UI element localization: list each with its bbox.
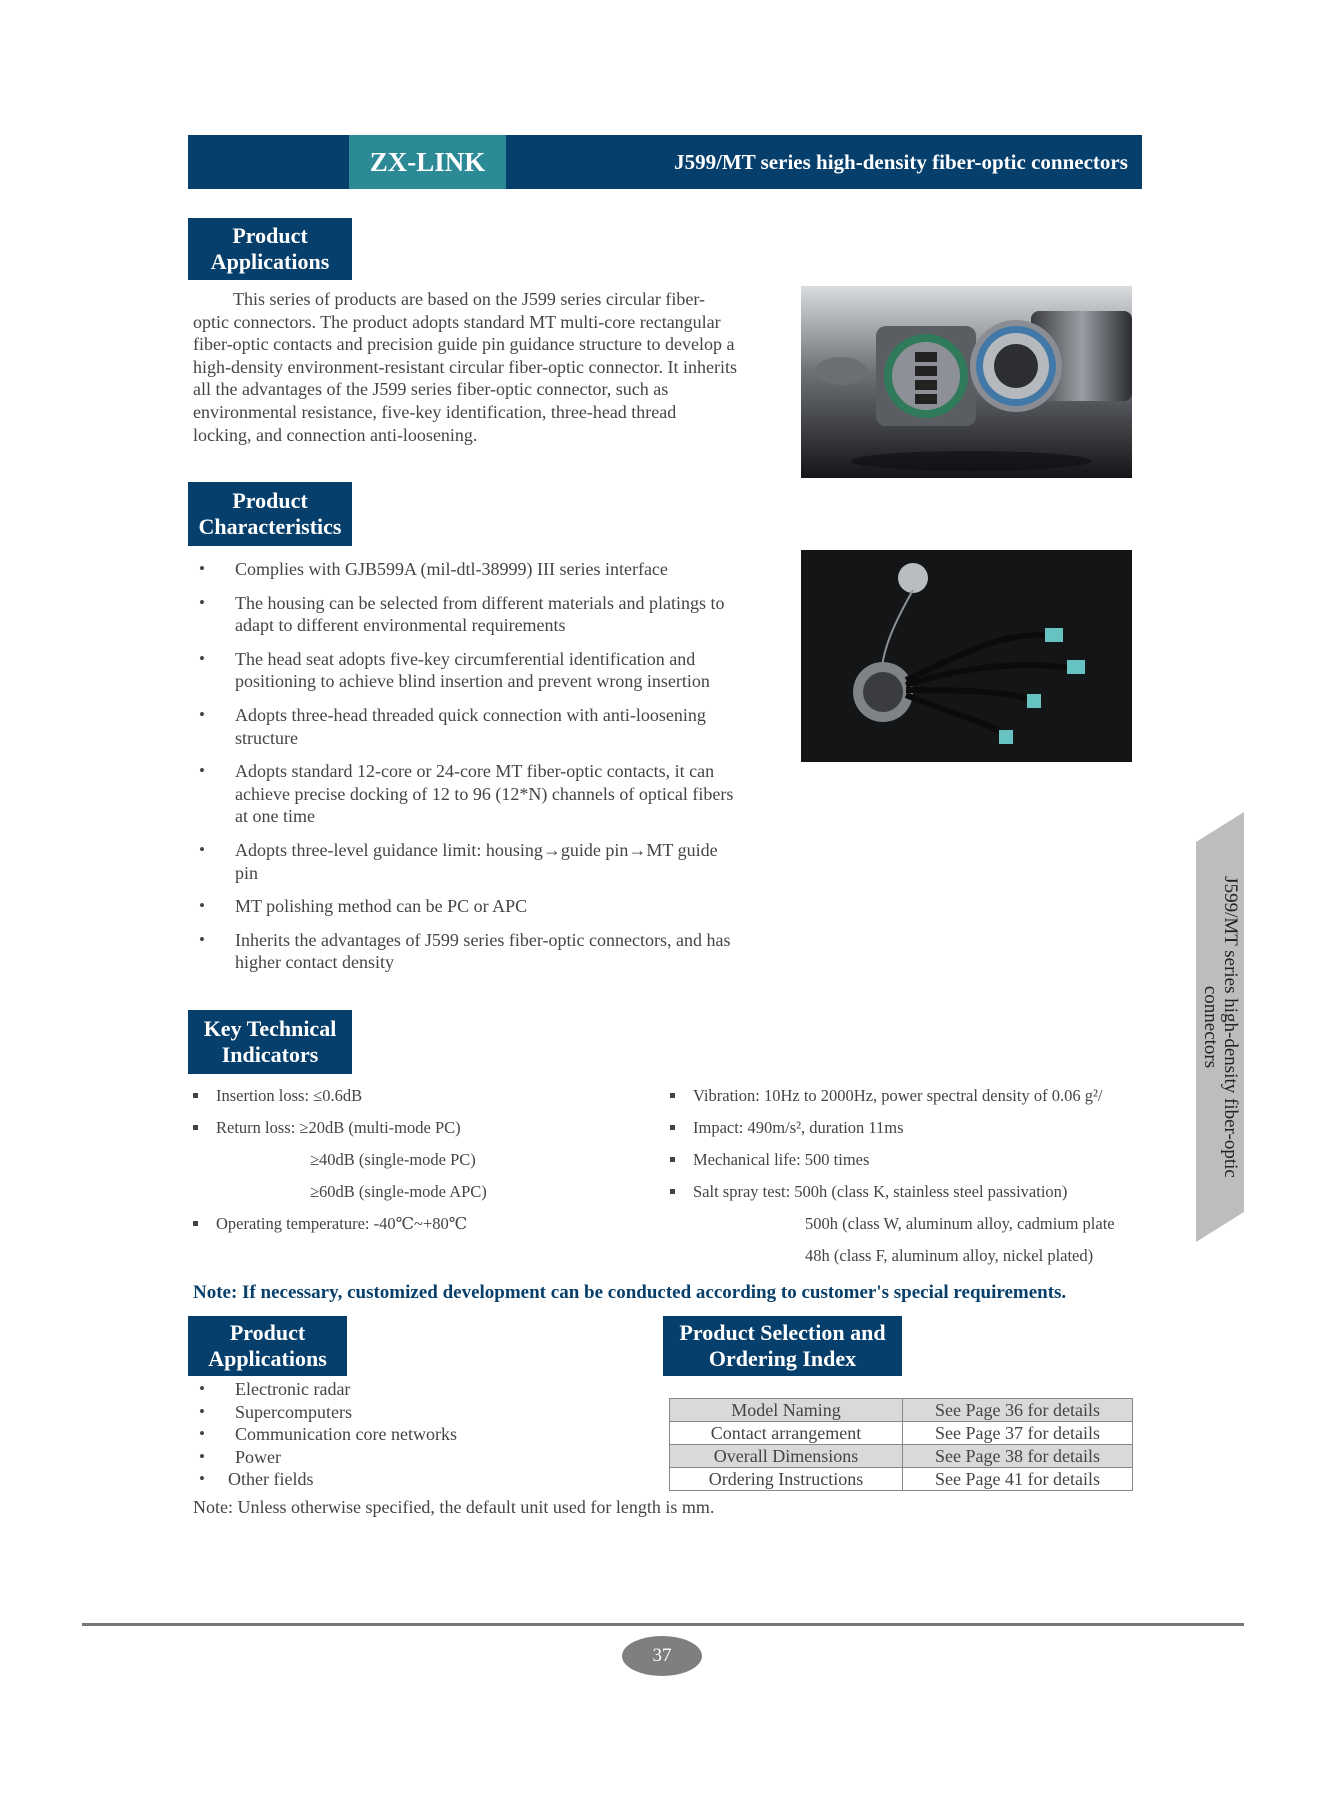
list-item: • Power [193,1446,613,1469]
list-item: • Complies with GJB599A (mil-dtl-38999) III series interface [193,558,738,581]
ordering-index-table [669,1398,1133,1491]
section-tag-applications: Product Applications [188,218,352,280]
list-item: • Electronic radar [193,1378,613,1401]
connector-pair-photo [801,286,1132,478]
list-item: • Inherits the advantages of J599 series fiber-optic connectors, and has higher contact density [193,929,738,974]
section-tag-characteristics: Product Characteristics [188,482,352,546]
footer-rule [82,1623,1244,1626]
table-cell: Model Naming [670,1399,903,1422]
table-row [670,1399,1133,1422]
section-tag-indicators: Key Technical Indicators [188,1010,352,1074]
table-row [670,1468,1133,1491]
list-item: • Communication core networks [193,1423,613,1446]
list-item: • Other fields [193,1468,613,1491]
indicator-item: 48h (class F, aluminum alloy, nickel plated) [805,1246,1094,1265]
cable-assembly-photo [801,550,1132,762]
table-cell: Ordering Instructions [670,1468,903,1491]
list-item: • MT polishing method can be PC or APC [193,895,738,918]
indicator-item: Vibration: 10Hz to 2000Hz, power spectral density of 0.06 g²/ [670,1086,1103,1106]
section-tag-ordering-index: Product Selection and Ordering Index [663,1316,902,1376]
table-cell: See Page 41 for details [903,1468,1133,1491]
indicator-item: Mechanical life: 500 times [670,1150,869,1170]
indicator-item: Salt spray test: 500h (class K, stainless steel passivation) [670,1182,1067,1202]
table-row [670,1445,1133,1468]
table-row [670,1422,1133,1445]
table-cell: Contact arrangement [670,1422,903,1445]
list-item: • Adopts three-level guidance limit: housing→guide pin→MT guide pin [193,839,738,884]
side-tab [1196,812,1244,1242]
table-cell: See Page 37 for details [903,1422,1133,1445]
section-tag-fields: Product Applications [188,1316,347,1376]
list-item: • Supercomputers [193,1401,613,1424]
table-cell: Overall Dimensions [670,1445,903,1468]
fields-list [193,1378,613,1491]
brand-logo: ZX-LINK [349,135,506,189]
unit-note: Note: Unless otherwise specified, the default unit used for length is mm. [193,1497,715,1517]
indicator-item: Operating temperature: -40℃~+80℃ [193,1214,467,1234]
applications-text: This series of products are based on the J599 series circular fiber-optic connectors. The product adopts standard MT multi-core rectangular fiber-optic contacts and precision guide pin guidance structure to develop a high-density environment-resistant circular fiber-optic connector. It inherits all the advantages of the J599 series fiber-optic connector, such as environmental resistance, five-key identification, three-head thread locking, and connection anti-loosening. [193,289,737,445]
table-cell: See Page 36 for details [903,1399,1133,1422]
side-tab-label: J599/MT series high-density fiber-optic connectors [1200,876,1241,1178]
custom-note: Note: If necessary, customized development can be conducted according to customer's special requirements. [193,1282,1067,1303]
indicator-item: Insertion loss: ≤0.6dB [193,1086,362,1106]
header-title: J599/MT series high-density fiber-optic connectors [674,150,1128,174]
list-item: • Adopts standard 12-core or 24-core MT fiber-optic contacts, it can achieve precise docking of 12 to 96 (12*N) channels of optical fibers at one time [193,760,738,828]
indicator-item: Return loss: ≥20dB (multi-mode PC) [193,1118,461,1138]
indicator-item: Impact: 490m/s², duration 11ms [670,1118,904,1138]
indicator-item: 500h (class W, aluminum alloy, cadmium plate [805,1214,1115,1233]
indicator-item: ≥60dB (single-mode APC) [310,1182,487,1201]
table-cell: See Page 38 for details [903,1445,1133,1468]
list-item: • Adopts three-head threaded quick connection with anti-loosening structure [193,704,738,749]
list-item: • The housing can be selected from different materials and platings to adapt to different environmental requirements [193,592,738,637]
characteristics-list [193,558,738,974]
page-number: 37 [622,1636,702,1676]
indicator-item: ≥40dB (single-mode PC) [310,1150,476,1169]
list-item: • The head seat adopts five-key circumferential identification and positioning to achieve blind insertion and prevent wrong insertion [193,648,738,693]
